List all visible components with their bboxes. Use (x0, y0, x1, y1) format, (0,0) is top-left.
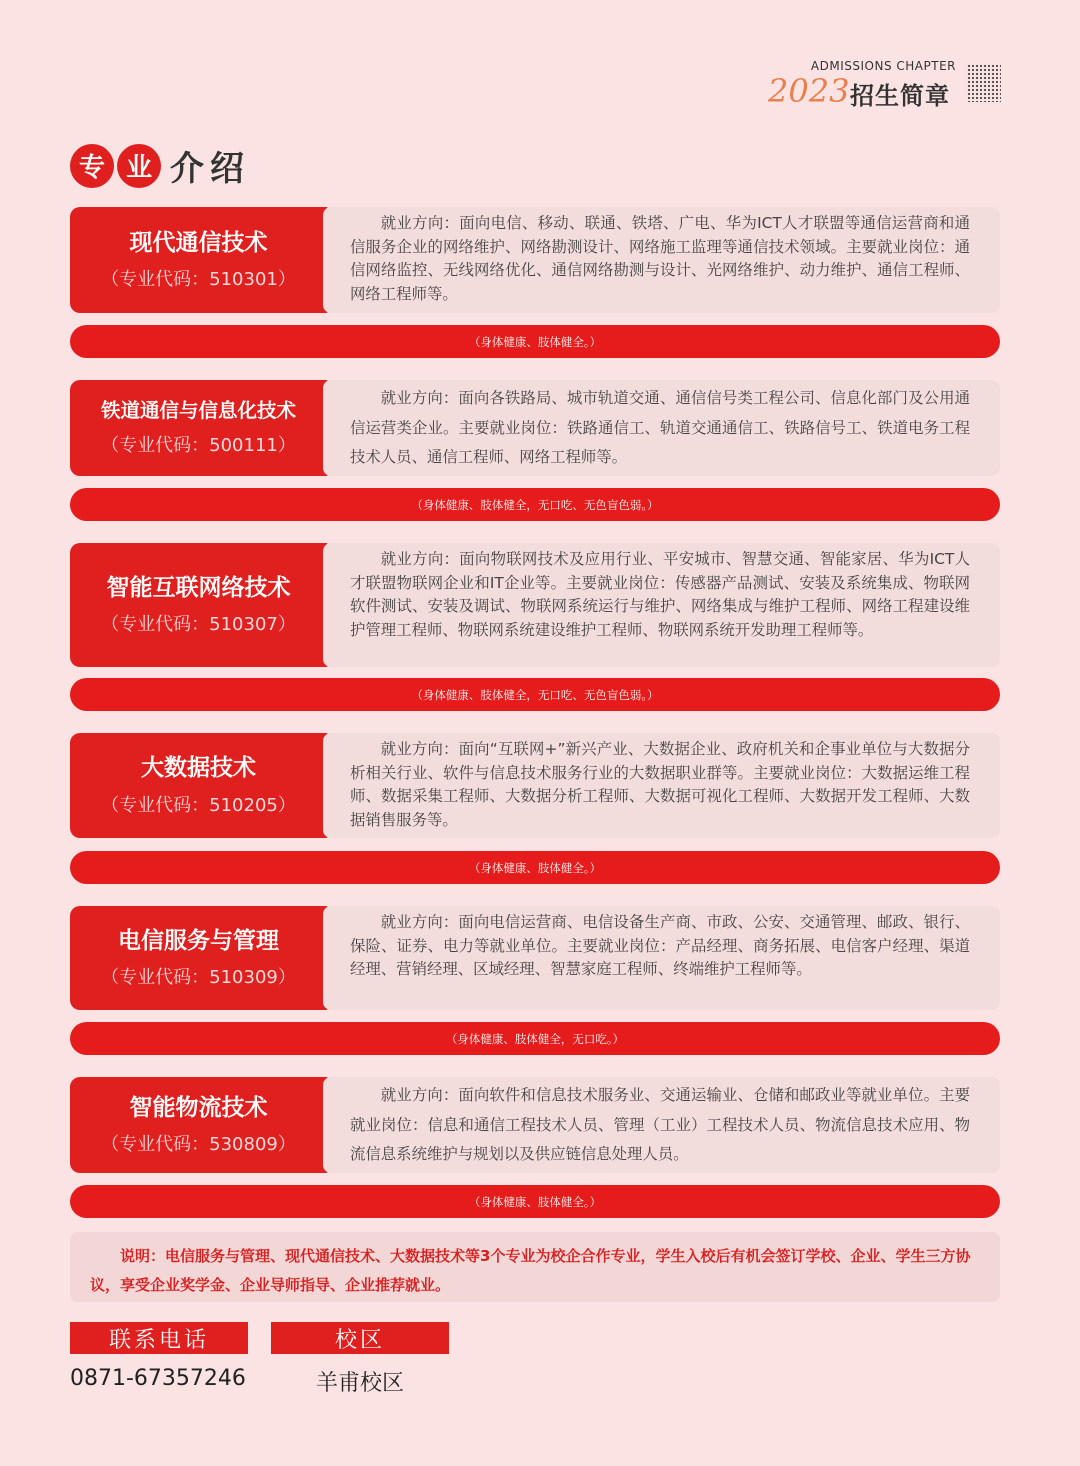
major-tag (70, 207, 327, 313)
major-name: 智能互联网络技术 (106, 574, 291, 601)
dot-grid-icon (967, 64, 1001, 102)
note-text: 说明：电信服务与管理、现代通信技术、大数据技术等3个专业为校企合作专业，学生入校后有机会签订学校、企业、学生三方协议，享受企业奖学金、企业导师指导、企业推荐就业。 (90, 1247, 971, 1294)
major-requirement: （身体健康、肢体健全。） (70, 325, 1000, 358)
campus-name: 羊甫校区 (316, 1371, 405, 1396)
major-tag (70, 1077, 327, 1173)
major-description (323, 380, 1000, 476)
major-description-text: 就业方向：面向软件和信息技术服务业、交通运输业、仓储和邮政业等就业单位。主要就业岗位：信息和通信工程技术人员、管理（工业）工程技术人员、物流信息技术应用、物流信息系统维护与规划以及供应链信息处理人员。 (350, 1086, 970, 1163)
major-tag (70, 543, 327, 667)
major-name: 电信服务与管理 (118, 927, 279, 954)
section-title-circle-1: 专 (70, 144, 114, 188)
major-code: （专业代码：510205） (101, 794, 296, 816)
major-description-text: 就业方向：面向电信、移动、联通、铁塔、广电、华为ICT人才联盟等通信运营商和通信服务企业的网络维护、网络勘测设计、网络施工监理等通信技术领域。主要就业岗位：通信网络监控、无线网络优化、通信网络勘测与设计、光网络维护、动力维护、通信工程师、网络工程师等。 (350, 214, 970, 303)
major-description (323, 543, 1000, 667)
major-code: （专业代码：530809） (101, 1134, 296, 1156)
major-description-text: 就业方向：面向“互联网+”新兴产业、大数据企业、政府机关和企事业单位与大数据分析相关行业、软件与信息技术服务行业的大数据职业群等。主要就业岗位：大数据运维工程师、数据采集工程师、大数据分析工程师、大数据可视化工程师、大数据开发工程师、大数据销售服务等。 (350, 740, 970, 829)
major-name: 大数据技术 (141, 755, 256, 782)
section-title (70, 141, 250, 190)
major-description-text: 就业方向：面向电信运营商、电信设备生产商、市政、公安、交通管理、邮政、银行、保险、证券、电力等就业单位。主要就业岗位：产品经理、商务拓展、电信客户经理、渠道经理、营销经理、区域经理、智慧家庭工程师、终端维护工程师等。 (350, 913, 970, 978)
major-description (323, 733, 1000, 838)
header-year: 2023 (768, 72, 850, 110)
major-code: （专业代码：500111） (101, 435, 296, 457)
phone-number: 0871-67357246 (70, 1366, 246, 1391)
major-requirement: （身体健康、肢体健全，无口吃、无色盲色弱。） (70, 488, 1000, 521)
major-tag (70, 906, 327, 1010)
major-name: 智能物流技术 (129, 1094, 268, 1121)
major-requirement: （身体健康、肢体健全，无口吃、无色盲色弱。） (70, 678, 1000, 711)
major-description (323, 207, 1000, 313)
major-requirement: （身体健康、肢体健全。） (70, 1185, 1000, 1218)
major-description-text: 就业方向：面向物联网技术及应用行业、平安城市、智慧交通、智能家居、华为ICT人才联盟物联网企业和IT企业等。主要就业岗位：传感器产品测试、安装及系统集成、物联网软件测试、安装及调试、物联网系统运行与维护、网络集成与维护工程师、网络工程建设维护管理工程师、物联网系统建设维护工程师、物联网系统开发助理工程师等。 (350, 550, 970, 639)
major-tag (70, 380, 327, 476)
campus-label: 校区 (271, 1322, 449, 1354)
major-code: （专业代码：510307） (101, 614, 296, 636)
major-name: 铁道通信与信息化技术 (100, 398, 296, 422)
major-code: （专业代码：510309） (101, 967, 296, 989)
major-requirement: （身体健康、肢体健全。） (70, 851, 1000, 884)
header-subtitle-en: ADMISSIONS CHAPTER (810, 59, 956, 73)
major-description-text: 就业方向：面向各铁路局、城市轨道交通、通信信号类工程公司、信息化部门及公用通信运营类企业。主要就业岗位：铁路通信工、轨道交通通信工、铁路信号工、铁道电务工程技术人员、通信工程师、网络工程师等。 (350, 389, 970, 466)
major-description (323, 1077, 1000, 1173)
major-code: （专业代码：510301） (101, 269, 296, 291)
major-requirement: （身体健康、肢体健全，无口吃。） (70, 1022, 1000, 1055)
major-tag (70, 733, 327, 838)
major-name: 现代通信技术 (129, 229, 268, 256)
phone-label: 联系电话 (70, 1322, 248, 1354)
section-title-circle-2: 业 (117, 144, 161, 188)
note-box (70, 1232, 1000, 1302)
header-title: 招生简章 (850, 82, 950, 110)
major-description (323, 906, 1000, 1010)
section-title-rest: 介绍 (170, 149, 250, 189)
